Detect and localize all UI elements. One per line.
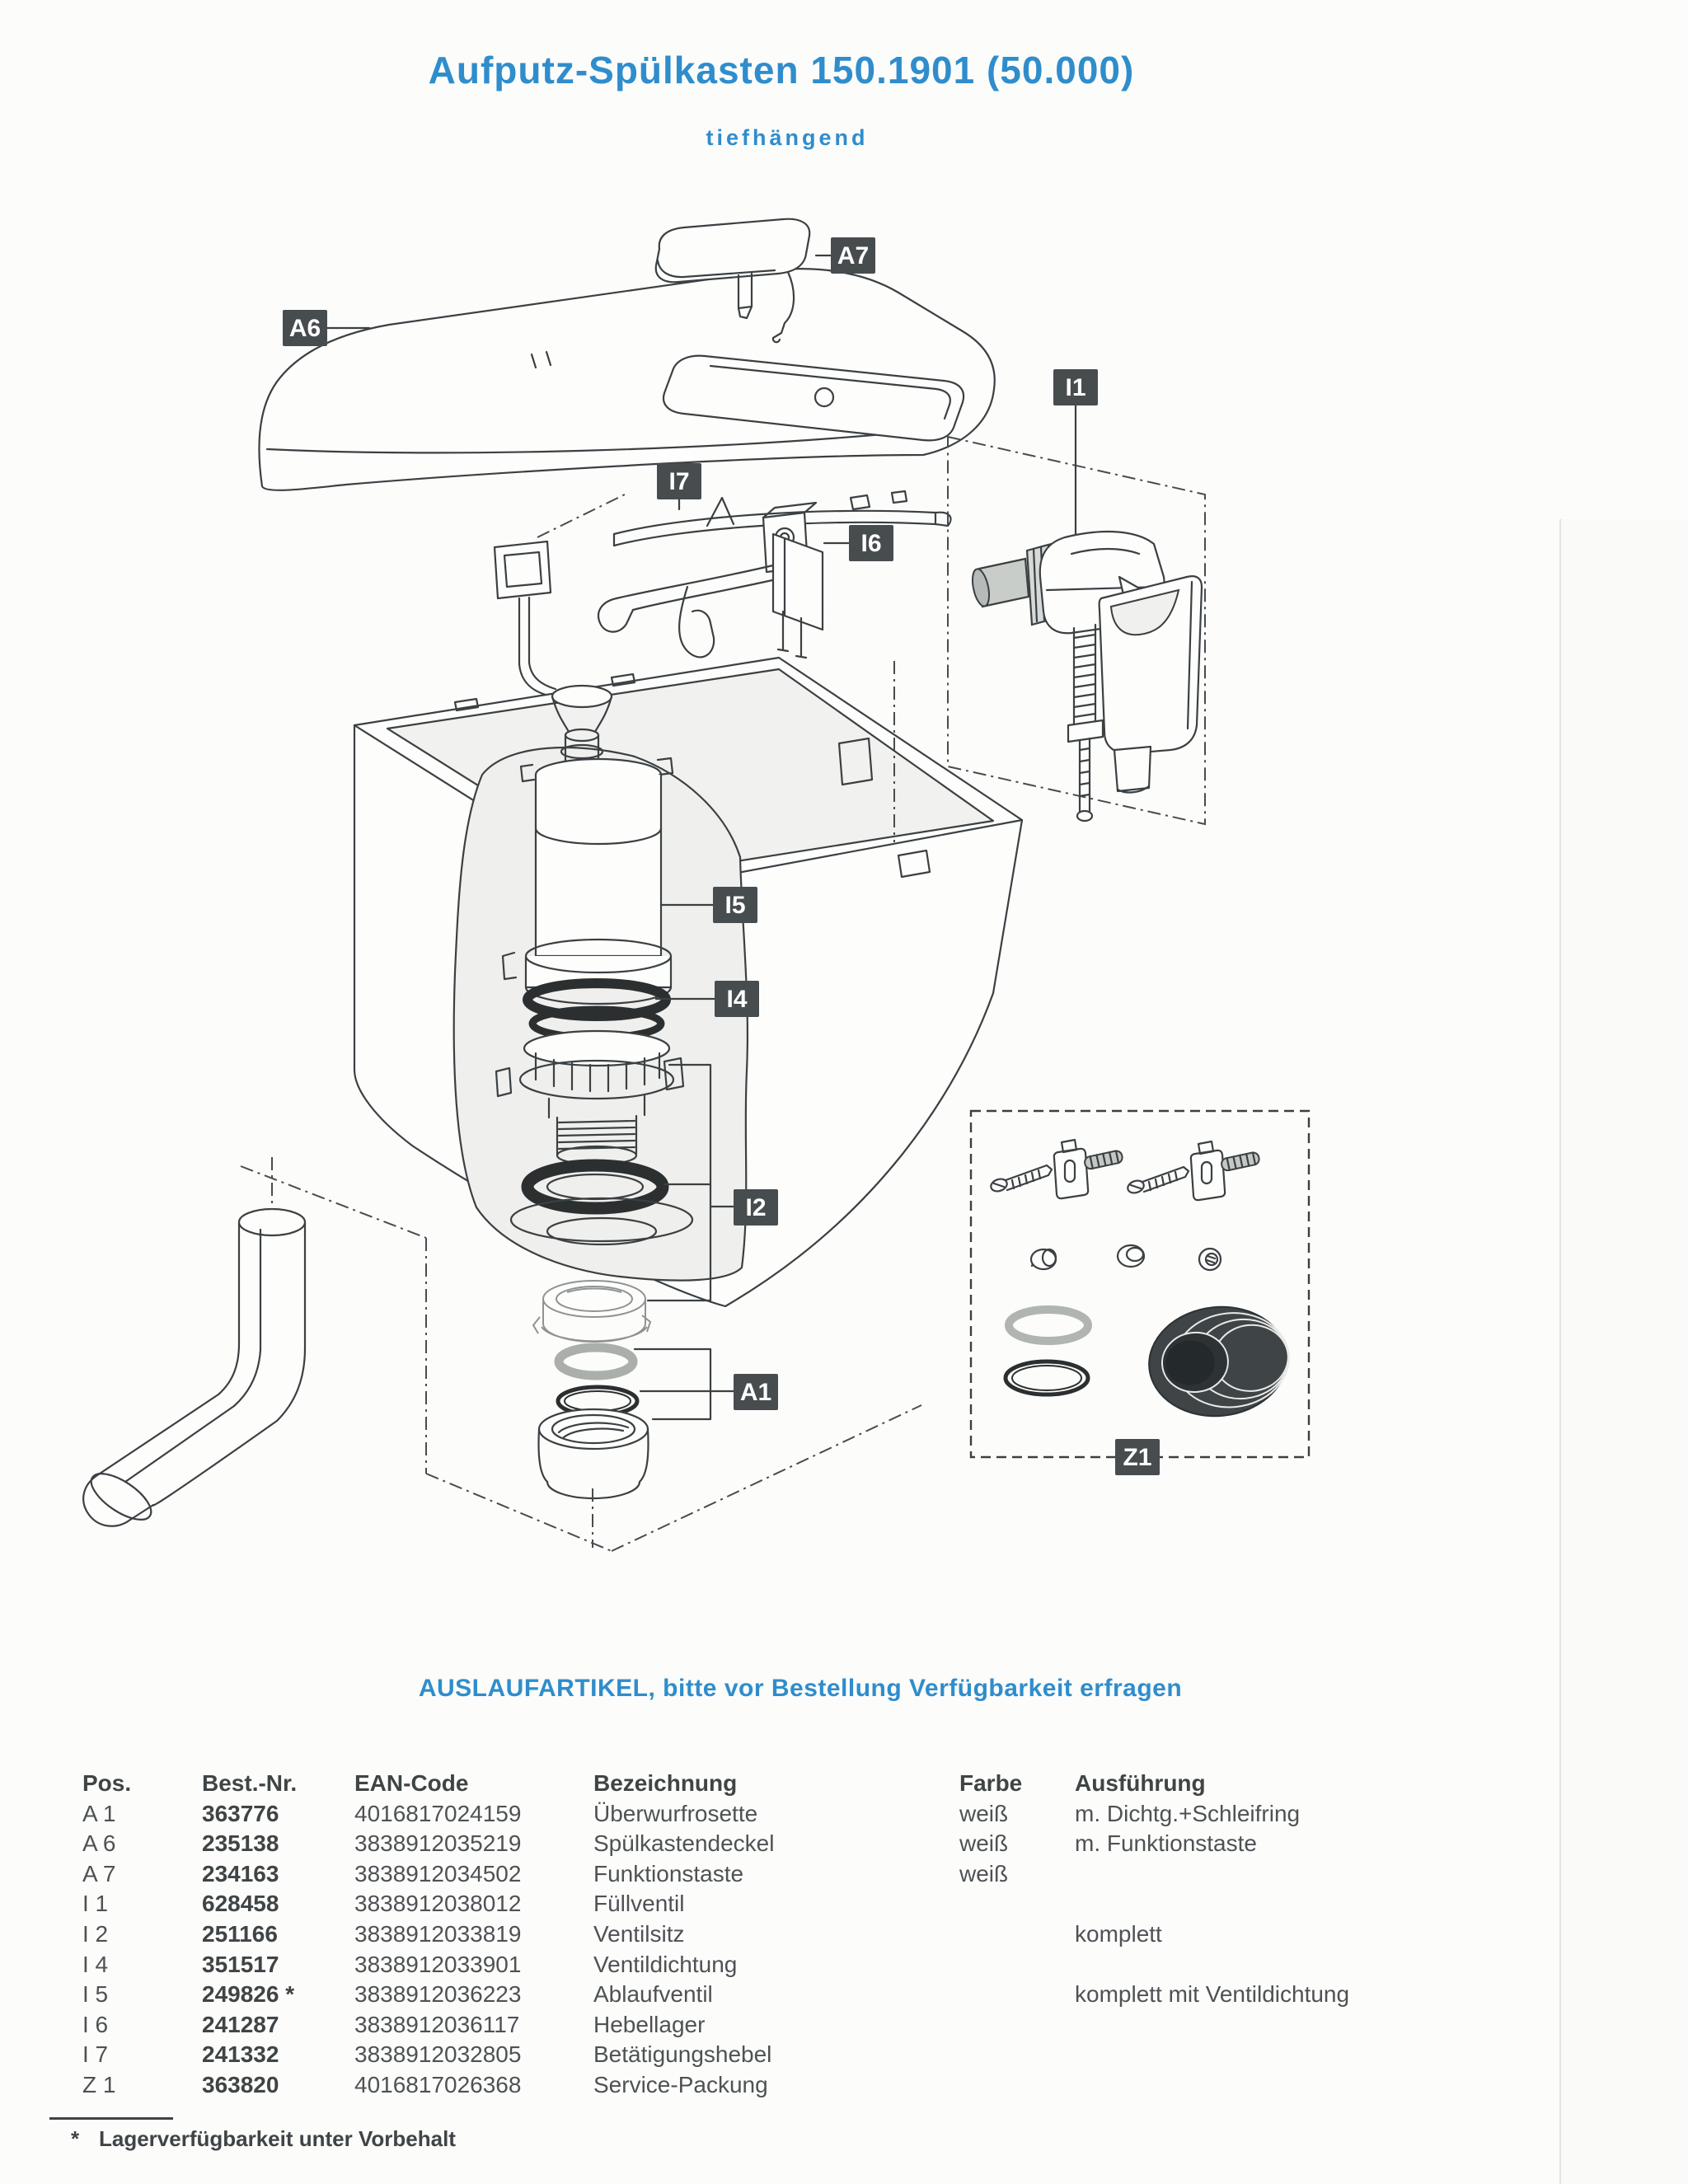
- part-label-I5: [713, 887, 757, 923]
- table-row: [82, 1829, 1278, 1859]
- part-label-A1-text: A1: [739, 1379, 772, 1406]
- table-cell: komplett: [1075, 1920, 1162, 1947]
- table-cell: 3838912035219: [354, 1830, 522, 1857]
- cistern-tank-drawing: [354, 658, 1022, 1306]
- table-cell: weiß: [959, 1860, 1009, 1886]
- table-row: [82, 2040, 1278, 2070]
- table-cell: 235138: [202, 1830, 279, 1857]
- scan-edge-strip: [1561, 519, 1688, 2184]
- table-cell: 3838912032805: [354, 2041, 522, 2068]
- table-row: [82, 1980, 1350, 2010]
- table-cell: I 6: [82, 2011, 109, 2037]
- part-label-Z1-text: Z1: [1123, 1444, 1152, 1471]
- table-header-cell: Best.-Nr.: [202, 1770, 298, 1796]
- table-row: [82, 1799, 1301, 1830]
- table-cell: Service-Packung: [593, 2071, 768, 2097]
- table-cell: [959, 2040, 1075, 2070]
- table-cell: Betätigungshebel: [593, 2041, 772, 2068]
- table-cell: 351517: [202, 1951, 279, 1977]
- table-row: [82, 1859, 1278, 1890]
- table-cell: Ventildichtung: [593, 1951, 738, 1977]
- table-cell: 628458: [202, 1891, 279, 1917]
- table-cell: komplett mit Ventildichtung: [1075, 1981, 1350, 2008]
- part-label-A7-text: A7: [837, 242, 870, 269]
- table-cell: 4016817026368: [354, 2071, 522, 2097]
- part-label-I6: [849, 525, 893, 561]
- fastener-set-1: [989, 1140, 1123, 1198]
- part-label-Z1: [1115, 1439, 1160, 1475]
- part-label-I4-text: I4: [726, 986, 748, 1013]
- page-title: Aufputz-Spülkasten 150.1901 (50.000): [428, 49, 1135, 91]
- fill-valve-drawing: [969, 532, 1202, 821]
- table-cell: 3838912034502: [354, 1860, 522, 1886]
- table-cell: 251166: [202, 1920, 278, 1947]
- part-label-I6-text: I6: [860, 530, 882, 557]
- footnote: [71, 2126, 456, 2152]
- part-label-A6: [283, 310, 327, 346]
- footnote-text: Lagerverfügbarkeit unter Vorbehalt: [99, 2126, 456, 2151]
- table-row: [82, 2070, 1278, 2101]
- part-label-I2-text: I2: [745, 1194, 767, 1221]
- part-label-A7: [831, 237, 875, 274]
- part-label-I1-text: I1: [1065, 374, 1086, 401]
- table-cell: m. Dichtg.+Schleifring: [1075, 1800, 1301, 1826]
- part-label-I5-text: I5: [724, 892, 746, 919]
- table-row: [82, 1889, 1278, 1919]
- table-cell: [1075, 2070, 1273, 2101]
- rosette-stack-drawing: [538, 1347, 648, 1498]
- table-cell: 3838912038012: [354, 1891, 522, 1917]
- part-label-A1: [734, 1374, 778, 1410]
- table-cell: I 5: [82, 1981, 109, 2008]
- table-row: [82, 1950, 1278, 1980]
- scan-edge-line: [1559, 519, 1561, 2184]
- table-header-cell: Ausführung: [1075, 1770, 1206, 1796]
- service-pack-drawing: [971, 1111, 1309, 1457]
- table-cell: 3838912036223: [354, 1981, 522, 2008]
- table-cell: 234163: [202, 1860, 279, 1886]
- lever-bearing-drawing: [773, 534, 823, 658]
- locknut-drawing: [533, 1281, 650, 1342]
- table-cell: 3838912036117: [354, 2011, 520, 2037]
- table-cell: 241287: [202, 2011, 279, 2037]
- table-cell: 249826 *: [202, 1981, 295, 2008]
- table-header-cell: Pos.: [82, 1770, 132, 1796]
- table-cell: [959, 2070, 1075, 2101]
- table-cell: I 2: [82, 1920, 109, 1947]
- footnote-rule: [49, 2117, 173, 2120]
- overflow-plate-rod-drawing: [495, 541, 556, 696]
- part-label-I1: [1053, 369, 1098, 405]
- parts-table-header: [82, 1769, 1278, 1799]
- table-row: [82, 2010, 1278, 2041]
- table-cell: weiß: [959, 1800, 1009, 1826]
- table-cell: Ventilsitz: [593, 1920, 685, 1947]
- table-cell: [959, 1980, 1075, 2010]
- table-cell: [1075, 2040, 1273, 2070]
- table-header-cell: EAN-Code: [354, 1770, 469, 1796]
- table-cell: [1075, 2010, 1273, 2041]
- bellows-gasket: [1144, 1300, 1295, 1422]
- table-cell: weiß: [959, 1830, 1009, 1857]
- cistern-lid-drawing: [259, 269, 994, 490]
- part-label-A6-text: A6: [288, 315, 321, 342]
- table-cell: [959, 1889, 1075, 1919]
- table-cell: [959, 2010, 1075, 2041]
- table-cell: 4016817024159: [354, 1800, 522, 1826]
- table-cell: 241332: [202, 2041, 279, 2068]
- table-row: [82, 1919, 1278, 1950]
- table-cell: Überwurfrosette: [593, 1800, 758, 1826]
- part-label-I7: [657, 463, 701, 499]
- page-subtitle: tiefhängend: [706, 125, 869, 150]
- table-cell: A 1: [82, 1800, 116, 1826]
- table-cell: 3838912033819: [354, 1920, 522, 1947]
- table-cell: I 7: [82, 2041, 109, 2068]
- table-cell: 363776: [202, 1800, 279, 1826]
- table-cell: A 7: [82, 1860, 116, 1886]
- cap-parts: [1031, 1245, 1221, 1270]
- part-label-I4: [715, 981, 759, 1017]
- parts-table: [82, 1769, 1350, 2101]
- section-heading: AUSLAUFARTIKEL, bitte vor Bestellung Verfügbarkeit erfragen: [418, 1675, 1183, 1702]
- table-cell: 3838912033901: [354, 1951, 522, 1977]
- table-cell: Funktionstaste: [593, 1860, 744, 1886]
- table-cell: [1075, 1950, 1273, 1980]
- table-cell: 363820: [202, 2071, 279, 2097]
- table-cell: Z 1: [82, 2071, 116, 2097]
- table-cell: I 4: [82, 1951, 109, 1977]
- table-cell: Füllventil: [593, 1891, 685, 1917]
- table-cell: [959, 1919, 1075, 1950]
- table-header-cell: Farbe: [959, 1770, 1023, 1796]
- part-label-I2: [734, 1189, 778, 1226]
- table-cell: m. Funktionstaste: [1075, 1830, 1257, 1857]
- table-cell: [959, 1950, 1075, 1980]
- table-cell: Hebellager: [593, 2011, 706, 2037]
- part-label-I7-text: I7: [668, 468, 690, 495]
- table-cell: A 6: [82, 1830, 116, 1857]
- table-header-cell: Bezeichnung: [593, 1770, 738, 1796]
- fastener-set-2: [1126, 1141, 1260, 1200]
- table-cell: [1075, 1889, 1273, 1919]
- table-cell: I 1: [82, 1891, 109, 1917]
- table-cell: [1075, 1859, 1273, 1890]
- table-cell: Spülkastendeckel: [593, 1830, 775, 1857]
- parts-table-body: [82, 1799, 1350, 2101]
- table-cell: Ablaufventil: [593, 1981, 713, 2008]
- footnote-marker: *: [71, 2126, 80, 2151]
- flush-pipe-drawing: [83, 1209, 305, 1528]
